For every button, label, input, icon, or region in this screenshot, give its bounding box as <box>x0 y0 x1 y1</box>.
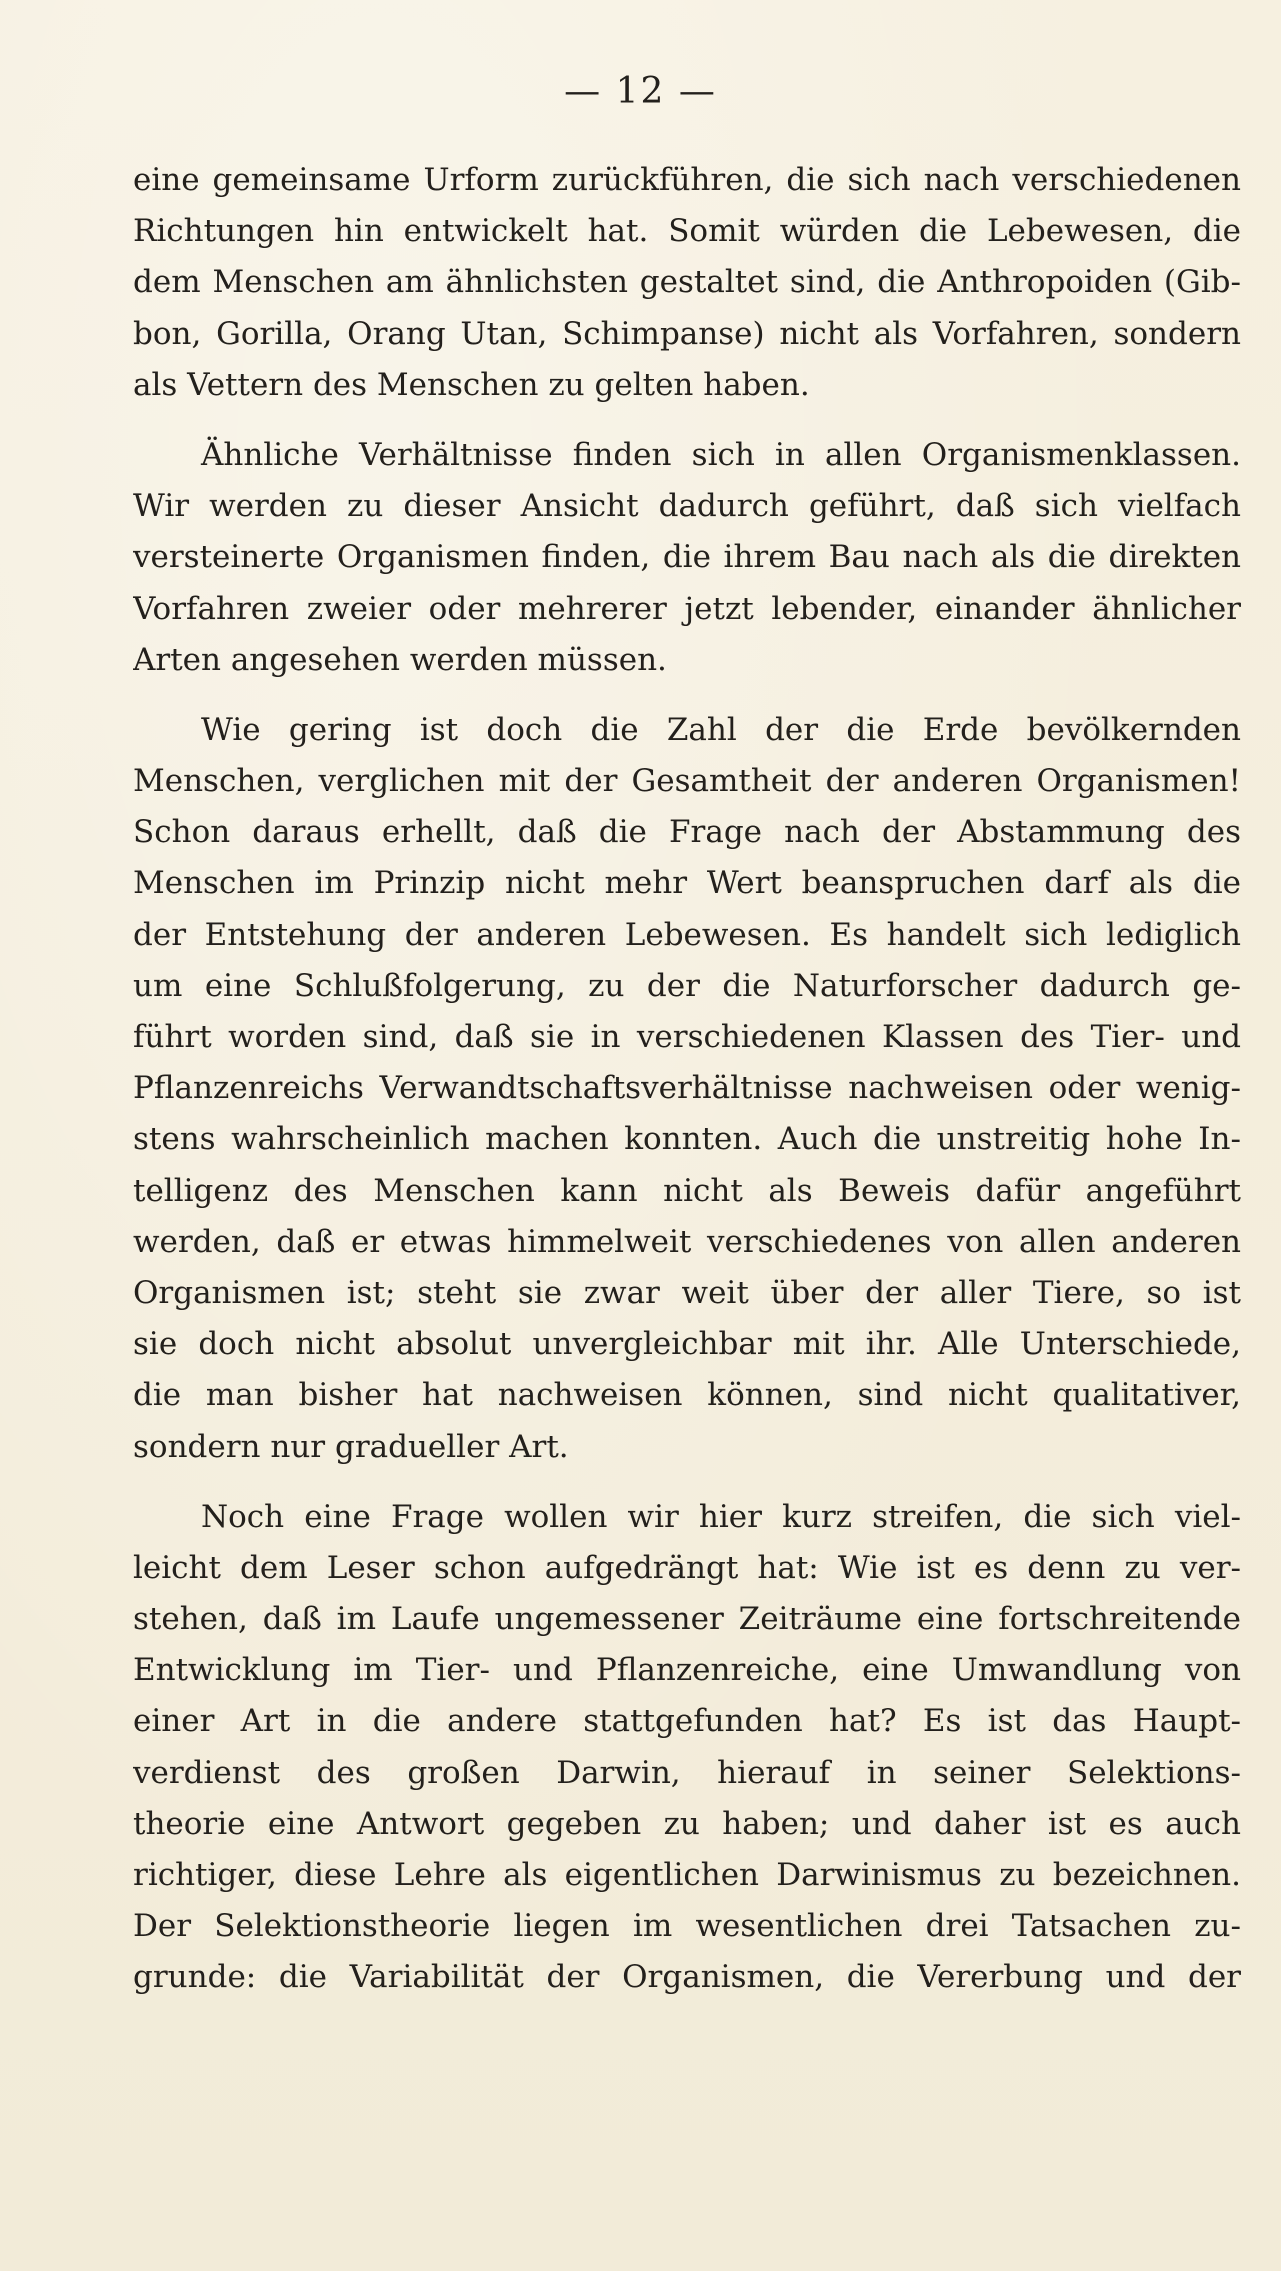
text-line: telligenz des Menschen kann nicht als Beweis dafür angeführt <box>133 1172 1241 1209</box>
text-line: Menschen, verglichen mit der Gesamtheit der anderen Organismen! <box>133 763 1241 800</box>
text-line: die man bisher hat nachweisen können, sind nicht qualitativer, <box>133 1377 1241 1414</box>
text-line: als Vettern des Menschen zu gelten haben. <box>133 366 810 403</box>
text-line: Wie gering ist doch die Zahl der die Erde bevölkernden <box>201 711 1241 748</box>
text-line: Der Selektionstheorie liegen im wesentlichen drei Tatsachen zu- <box>133 1908 1241 1945</box>
text-line: Vorfahren zweier oder mehrerer jetzt lebender, einander ähnlicher <box>133 590 1241 627</box>
text-line: dem Menschen am ähnlichsten gestaltet sind, die Anthropoiden (Gib- <box>133 264 1241 301</box>
text-line: Pflanzenreichs Verwandtschaftsverhältnisse nachweisen oder wenig- <box>133 1070 1241 1107</box>
body-text <box>133 155 1241 2004</box>
text-line: führt worden sind, daß sie in verschiedenen Klassen des Tier- und <box>133 1019 1241 1055</box>
text-line: werden, daß er etwas himmelweit verschiedenes von allen anderen <box>133 1223 1241 1260</box>
text-line: bon, Gorilla, Orang Utan, Schimpanse) nicht als Vorfahren, sondern <box>133 315 1241 352</box>
text-line: sondern nur gradueller Art. <box>133 1428 569 1465</box>
text-line: richtiger, diese Lehre als eigentlichen Darwinismus zu bezeichnen. <box>133 1857 1241 1893</box>
text-line: Wir werden zu dieser Ansicht dadurch geführt, daß sich vielfach <box>133 488 1241 525</box>
paragraph-4 <box>133 1492 1241 2004</box>
paragraph-2 <box>133 430 1241 686</box>
text-line: Noch eine Frage wollen wir hier kurz streifen, die sich viel- <box>201 1498 1241 1535</box>
text-line: Entwicklung im Tier- und Pflanzenreiche, eine Umwandlung von <box>133 1652 1241 1689</box>
text-line: eine gemeinsame Urform zurückführen, die sich nach verschiedenen <box>133 162 1241 198</box>
text-line: stens wahrscheinlich machen konnten. Auch die unstreitig hohe In- <box>133 1121 1241 1158</box>
paragraph-3 <box>133 705 1241 1473</box>
text-line: grunde: die Variabilität der Organismen, die Vererbung und der <box>133 1959 1241 1996</box>
text-line: Arten angesehen werden müssen. <box>133 641 667 678</box>
text-line: stehen, daß im Laufe ungemessener Zeiträume eine fortschreitende <box>133 1601 1241 1638</box>
text-line: Ähnliche Verhältnisse finden sich in allen Organismenklassen. <box>201 436 1241 473</box>
text-line: Richtungen hin entwickelt hat. Somit würden die Lebewesen, die <box>133 213 1241 250</box>
paragraph-1 <box>133 155 1241 411</box>
text-line: Organismen ist; steht sie zwar weit über der aller Tiere, so ist <box>133 1274 1241 1311</box>
text-line: sie doch nicht absolut unvergleichbar mit ihr. Alle Unterschiede, <box>133 1326 1241 1363</box>
text-line: Menschen im Prinzip nicht mehr Wert beanspruchen darf als die <box>133 865 1241 902</box>
text-line: theorie eine Antwort gegeben zu haben; und daher ist es auch <box>133 1805 1241 1842</box>
text-line: Schon daraus erhellt, daß die Frage nach der Abstammung des <box>133 814 1241 851</box>
text-line: der Entstehung der anderen Lebewesen. Es handelt sich lediglich <box>133 916 1241 953</box>
text-line: einer Art in die andere stattgefunden hat? Es ist das Haupt- <box>133 1703 1241 1740</box>
text-line: um eine Schlußfolgerung, zu der die Naturforscher dadurch ge- <box>133 967 1241 1004</box>
page-number: — 12 — <box>564 71 717 112</box>
text-line: verdienst des großen Darwin, hierauf in seiner Selektions- <box>133 1754 1241 1791</box>
text-line: leicht dem Leser schon aufgedrängt hat: Wie ist es denn zu ver- <box>133 1549 1241 1586</box>
text-line: versteinerte Organismen finden, die ihrem Bau nach als die direkten <box>133 539 1241 576</box>
